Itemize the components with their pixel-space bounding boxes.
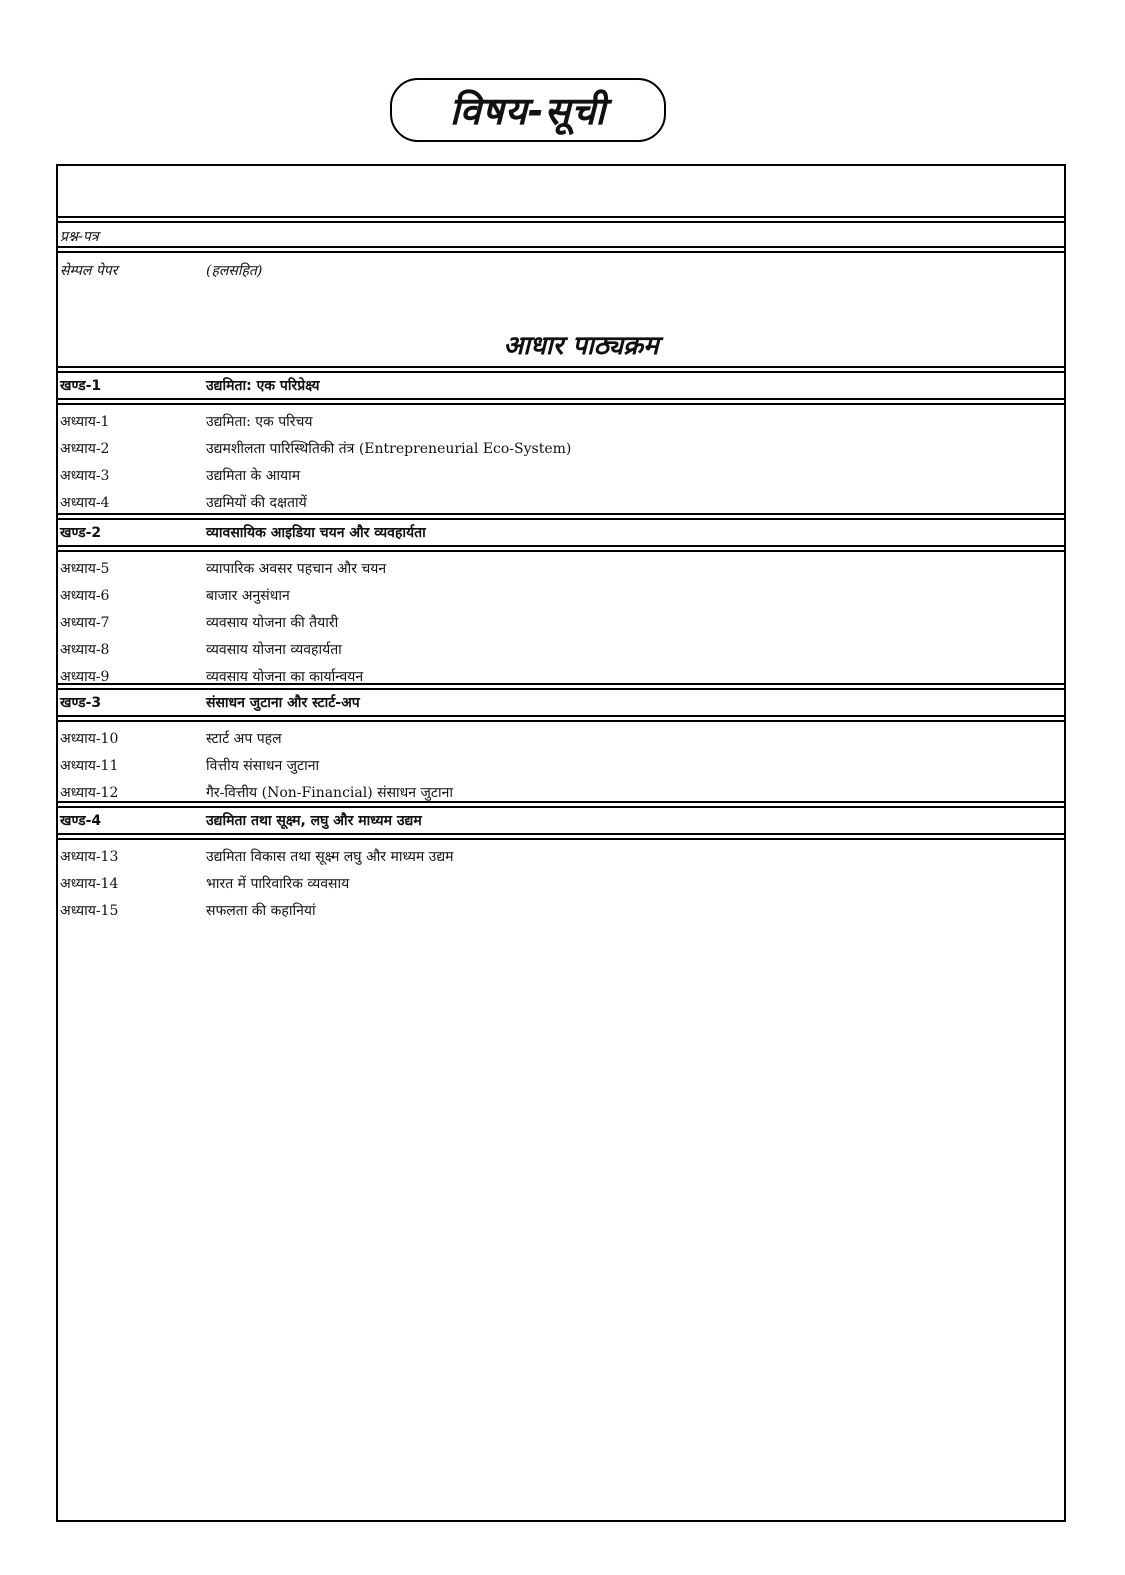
chapter-title: सफलता की कहानियां xyxy=(206,902,316,919)
chapter-row[interactable] xyxy=(58,726,1064,750)
section-label: खण्ड-2 xyxy=(60,524,102,541)
chapter-label: अध्याय-6 xyxy=(60,587,110,604)
chapter-title: स्टार्ट अप पहल xyxy=(206,730,282,747)
chapter-label: अध्याय-11 xyxy=(60,757,119,774)
chapter-title: उद्यमियों की दक्षतायें xyxy=(206,494,307,511)
sample-paper-note: (हलसहित) xyxy=(206,262,263,279)
section-label: खण्ड-3 xyxy=(60,694,102,711)
divider xyxy=(58,801,1064,803)
chapter-row[interactable] xyxy=(58,409,1064,433)
chapter-row[interactable] xyxy=(58,463,1064,487)
divider xyxy=(58,513,1064,515)
chapter-title: व्यवसाय योजना व्यवहार्यता xyxy=(206,641,342,658)
chapter-title: उद्यमिता के आयाम xyxy=(206,467,301,484)
chapter-label: अध्याय-4 xyxy=(60,494,110,511)
chapter-row[interactable] xyxy=(58,610,1064,634)
chapter-label: अध्याय-12 xyxy=(60,784,119,801)
chapter-title: उद्यमिता विकास तथा सूक्ष्म लघु और माध्यम उद्यम xyxy=(206,848,454,865)
divider xyxy=(58,683,1064,685)
chapter-title: वित्तीय संसाधन जुटाना xyxy=(206,757,320,774)
paper-heading-row xyxy=(58,224,1064,248)
chapter-label: अध्याय-14 xyxy=(60,875,119,892)
paper-heading: प्रश्न-पत्र xyxy=(60,228,99,245)
chapter-row[interactable] xyxy=(58,898,1064,922)
chapter-title: व्यापारिक अवसर पहचान और चयन xyxy=(206,560,387,577)
title-box xyxy=(390,78,666,142)
chapter-label: अध्याय-8 xyxy=(60,641,110,658)
section-header-row[interactable] xyxy=(58,373,1064,397)
chapter-row[interactable] xyxy=(58,871,1064,895)
section-title: उद्यमिता तथा सूक्ष्म, लघु और माध्यम उद्यम xyxy=(206,812,422,829)
chapter-label: अध्याय-15 xyxy=(60,902,119,919)
syllabus-title: आधार पाठ्यक्रम xyxy=(503,331,659,361)
section-label: खण्ड-1 xyxy=(60,377,102,394)
chapter-row[interactable] xyxy=(58,436,1064,460)
sample-paper-label: सेम्पल पेपर xyxy=(60,262,118,279)
chapter-title: व्यवसाय योजना का कार्यान्वयन xyxy=(206,668,364,685)
section-title: व्यावसायिक आइडिया चयन और व्यवहार्यता xyxy=(206,524,426,541)
divider xyxy=(58,550,1064,552)
chapter-title: बाजार अनुसंधान xyxy=(206,587,290,604)
divider xyxy=(58,838,1064,840)
chapter-label: अध्याय-10 xyxy=(60,730,119,747)
section-header-row[interactable] xyxy=(58,520,1064,544)
sample-paper-row[interactable] xyxy=(58,258,1064,282)
section-label: खण्ड-4 xyxy=(60,812,102,829)
chapter-row[interactable] xyxy=(58,753,1064,777)
divider xyxy=(58,403,1064,405)
chapter-row[interactable] xyxy=(58,844,1064,868)
chapter-title: गैर-वित्तीय (Non-Financial) संसाधन जुटाना xyxy=(206,784,453,801)
chapter-row[interactable] xyxy=(58,583,1064,607)
divider xyxy=(58,715,1064,717)
chapter-title: उद्यमिता: एक परिचय xyxy=(206,413,313,430)
divider xyxy=(58,246,1064,248)
chapter-label: अध्याय-5 xyxy=(60,560,110,577)
contents-frame xyxy=(56,164,1066,1522)
chapter-row[interactable] xyxy=(58,556,1064,580)
chapter-label: अध्याय-7 xyxy=(60,614,110,631)
section-title: संसाधन जुटाना और स्टार्ट-अप xyxy=(206,694,360,711)
chapter-title: उद्यमशीलता पारिस्थितिकी तंत्र (Entrepreneurial Eco-System) xyxy=(206,440,572,457)
chapter-label: अध्याय-2 xyxy=(60,440,110,457)
chapter-label: अध्याय-13 xyxy=(60,848,119,865)
chapter-label: अध्याय-1 xyxy=(60,413,110,430)
chapter-row[interactable] xyxy=(58,637,1064,661)
divider xyxy=(58,216,1064,218)
divider xyxy=(58,720,1064,722)
section-title: उद्यमिता: एक परिप्रेक्ष्य xyxy=(206,377,320,394)
page-title: विषय-सूची xyxy=(449,89,607,133)
divider xyxy=(58,833,1064,835)
chapter-row[interactable] xyxy=(58,490,1064,514)
divider xyxy=(58,251,1064,253)
section-header-row[interactable] xyxy=(58,808,1064,832)
divider xyxy=(58,221,1064,223)
divider xyxy=(58,545,1064,547)
chapter-label: अध्याय-3 xyxy=(60,467,110,484)
chapter-label: अध्याय-9 xyxy=(60,668,110,685)
chapter-title: भारत में पारिवारिक व्यवसाय xyxy=(206,875,350,892)
divider xyxy=(58,398,1064,400)
section-header-row[interactable] xyxy=(58,690,1064,714)
divider xyxy=(58,366,1064,368)
chapter-title: व्यवसाय योजना की तैयारी xyxy=(206,614,339,631)
